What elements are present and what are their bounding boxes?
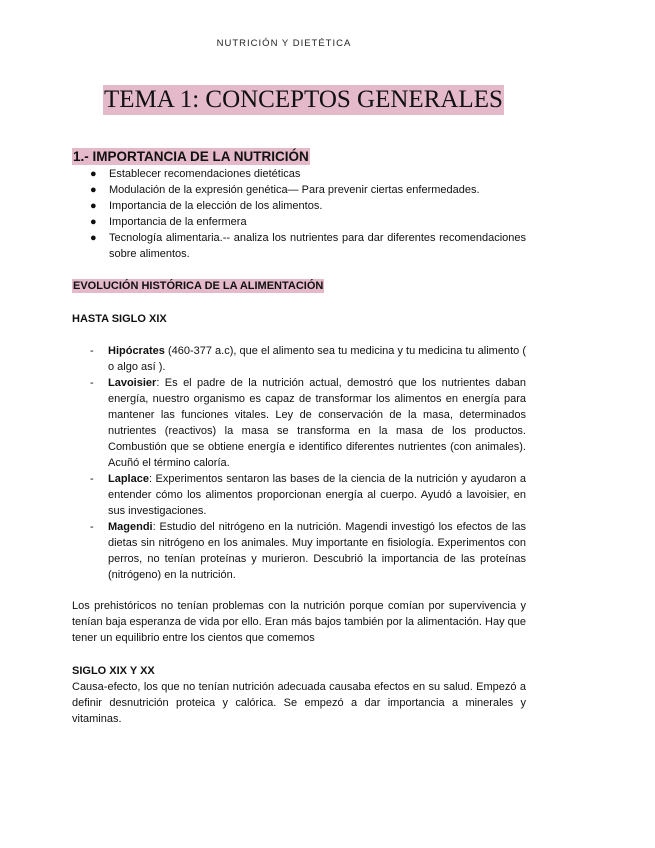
bullet-icon: ● [90, 184, 97, 196]
list-item: - Laplace: Experimentos sentaron las bases de la ciencia de la nutrición y ayudaron a entender cómo los alimentos proporcionan energía al cuerpo. Ayudó a lavoisier, en sus investigaciones. [90, 473, 526, 517]
section-heading-evolucion: EVOLUCIÓN HISTÓRICA DE LA ALIMENTACIÓN [73, 280, 324, 292]
historical-figures-list [90, 343, 526, 583]
list-item: ● Modulación de la expresión genética— Para prevenir ciertas enfermedades. [90, 184, 480, 196]
bullet-icon: ● [90, 200, 97, 212]
figure-name: Laplace [108, 473, 149, 485]
figure-name: Hipócrates [108, 345, 165, 357]
figure-name: Lavoisier [108, 377, 157, 389]
paragraph-prehistoricos: Los prehistóricos no tenían problemas con la nutrición porque comían por supervivencia y tenían baja esperanza de vida por ello. Eran más bajos también por la alimentación. Hay que tener un equilibrio entre los cientos que comemos [72, 600, 526, 644]
dash-marker: - [90, 377, 94, 389]
list-item: ● Importancia de la elección de los alimentos. [90, 200, 323, 212]
list-item: ● Tecnología alimentaria.-- analiza los nutrientes para dar diferentes recomendaciones sobre alimentos. [90, 232, 526, 260]
list-item: ● Establecer recomendaciones dietéticas [90, 168, 301, 180]
bullet-icon: ● [90, 216, 97, 228]
list-item: - Magendi: Estudio del nitrógeno en la nutrición. Magendi investigó los efectos de las dietas sin nitrógeno en los animales. Muy importante en fisiología. Experimentos con perros, no tenían proteínas y murieron. Descubrió la importancia de las proteínas (nitrógeno) en la nutrición. [90, 521, 526, 581]
bullet-icon: ● [90, 168, 97, 180]
subheading-hasta-siglo-xix: HASTA SIGLO XIX [72, 313, 167, 325]
list-item: - Hipócrates (460-377 a.c), que el alimento sea tu medicina y tu medicina tu alimento ( o algo así ). [90, 345, 526, 373]
page-title: TEMA 1: CONCEPTOS GENERALES [104, 86, 503, 113]
bullet-icon: ● [90, 232, 97, 244]
list-item: ● Importancia de la enfermera [90, 216, 247, 228]
dash-marker: - [90, 345, 94, 357]
page-header: NUTRICIÓN Y DIETÉTICA [216, 38, 352, 49]
paragraph-causa-efecto: Causa-efecto, los que no tenían nutrición adecuada causaba efectos en su salud. Empezó a definir desnutrición proteica y calórica. Se empezó a dar importancia a minerales y vitaminas. [72, 681, 526, 725]
list-item: - Lavoisier: Es el padre de la nutrición actual, demostró que los nutrientes daban energía, nuestro organismo es capaz de transformar los alimentos en energía para mantener las funciones vitales. Ley de conservación de la masa, determinados nutrientes (reactivos) la masa se transforma en la masa de los productos. Combustión que se obtiene energía e identifico diferentes nutrientes (con animales). Acuñó el término caloría. [90, 377, 526, 469]
dash-marker: - [90, 473, 94, 485]
figure-name: Magendi [108, 521, 153, 533]
importancia-list [90, 166, 526, 262]
subheading-siglo-xix-xx: SIGLO XIX Y XX [72, 665, 155, 677]
dash-marker: - [90, 521, 94, 533]
section-heading-importancia: 1.- IMPORTANCIA DE LA NUTRICIÓN [73, 149, 309, 164]
